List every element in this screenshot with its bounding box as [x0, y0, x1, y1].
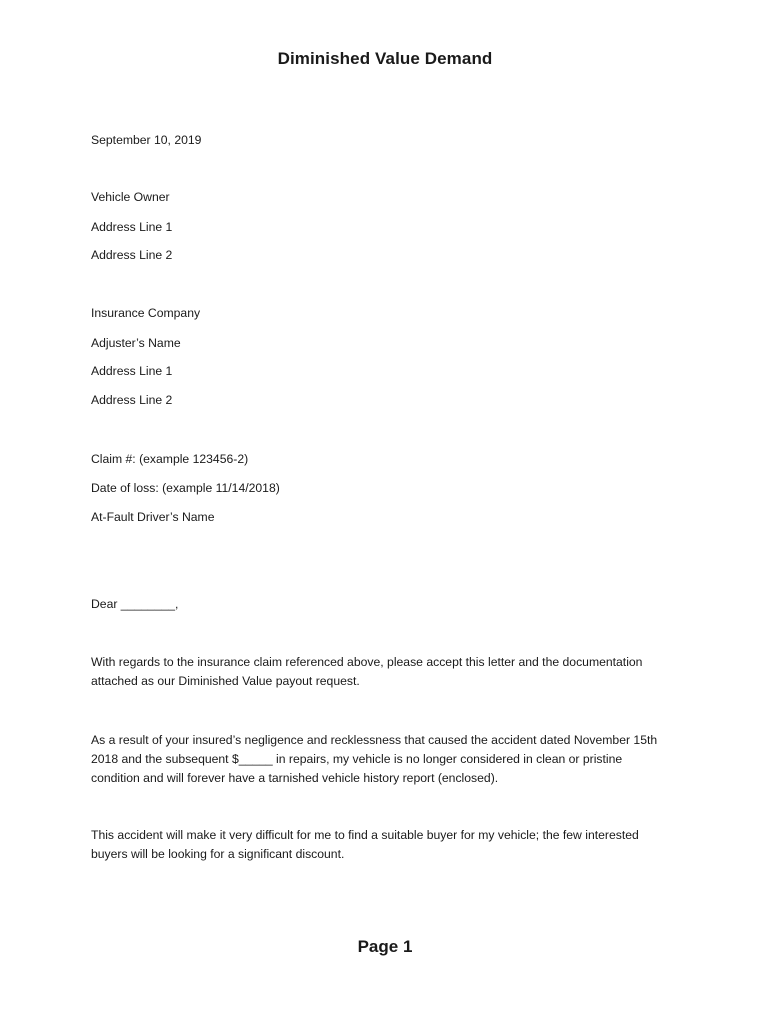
date-of-loss: Date of loss: (example 11/14/2018): [91, 481, 280, 495]
paragraph-3: [91, 826, 691, 864]
paragraph-line: This accident will make it very difficult for me to find a suitable buyer for my vehicle; the few interested: [91, 828, 639, 842]
salutation: Dear ________,: [91, 597, 179, 611]
paragraph-line: buyers will be looking for a significant discount.: [91, 847, 345, 861]
adjuster-name: Adjuster’s Name: [91, 336, 181, 350]
owner-address-line-2: Address Line 2: [91, 248, 173, 262]
insurer-address-line-1: Address Line 1: [91, 364, 173, 378]
owner-address-line-1: Address Line 1: [91, 220, 173, 234]
insurer-address-line-2: Address Line 2: [91, 393, 173, 407]
insurance-company: Insurance Company: [91, 306, 201, 320]
paragraph-line: With regards to the insurance claim referenced above, please accept this letter and the documentation: [91, 655, 643, 669]
letter-date: September 10, 2019: [91, 133, 202, 147]
paragraph-1: [91, 653, 691, 691]
paragraph-line: attached as our Diminished Value payout request.: [91, 674, 360, 688]
document-title: Diminished Value Demand: [277, 49, 493, 68]
paragraph-line: 2018 and the subsequent $_____ in repairs, my vehicle is no longer considered in clean or pristine: [91, 752, 623, 766]
paragraph-line: As a result of your insured’s negligence and recklessness that caused the accident dated November 15th: [91, 733, 658, 747]
claim-number: Claim #: (example 123456-2): [91, 452, 249, 466]
paragraph-line: condition and will forever have a tarnished vehicle history report (enclosed).: [91, 771, 499, 785]
at-fault-driver: At-Fault Driver’s Name: [91, 510, 215, 524]
paragraph-2: [91, 731, 691, 788]
owner-name: Vehicle Owner: [91, 190, 170, 204]
page-number: Page 1: [357, 937, 413, 956]
